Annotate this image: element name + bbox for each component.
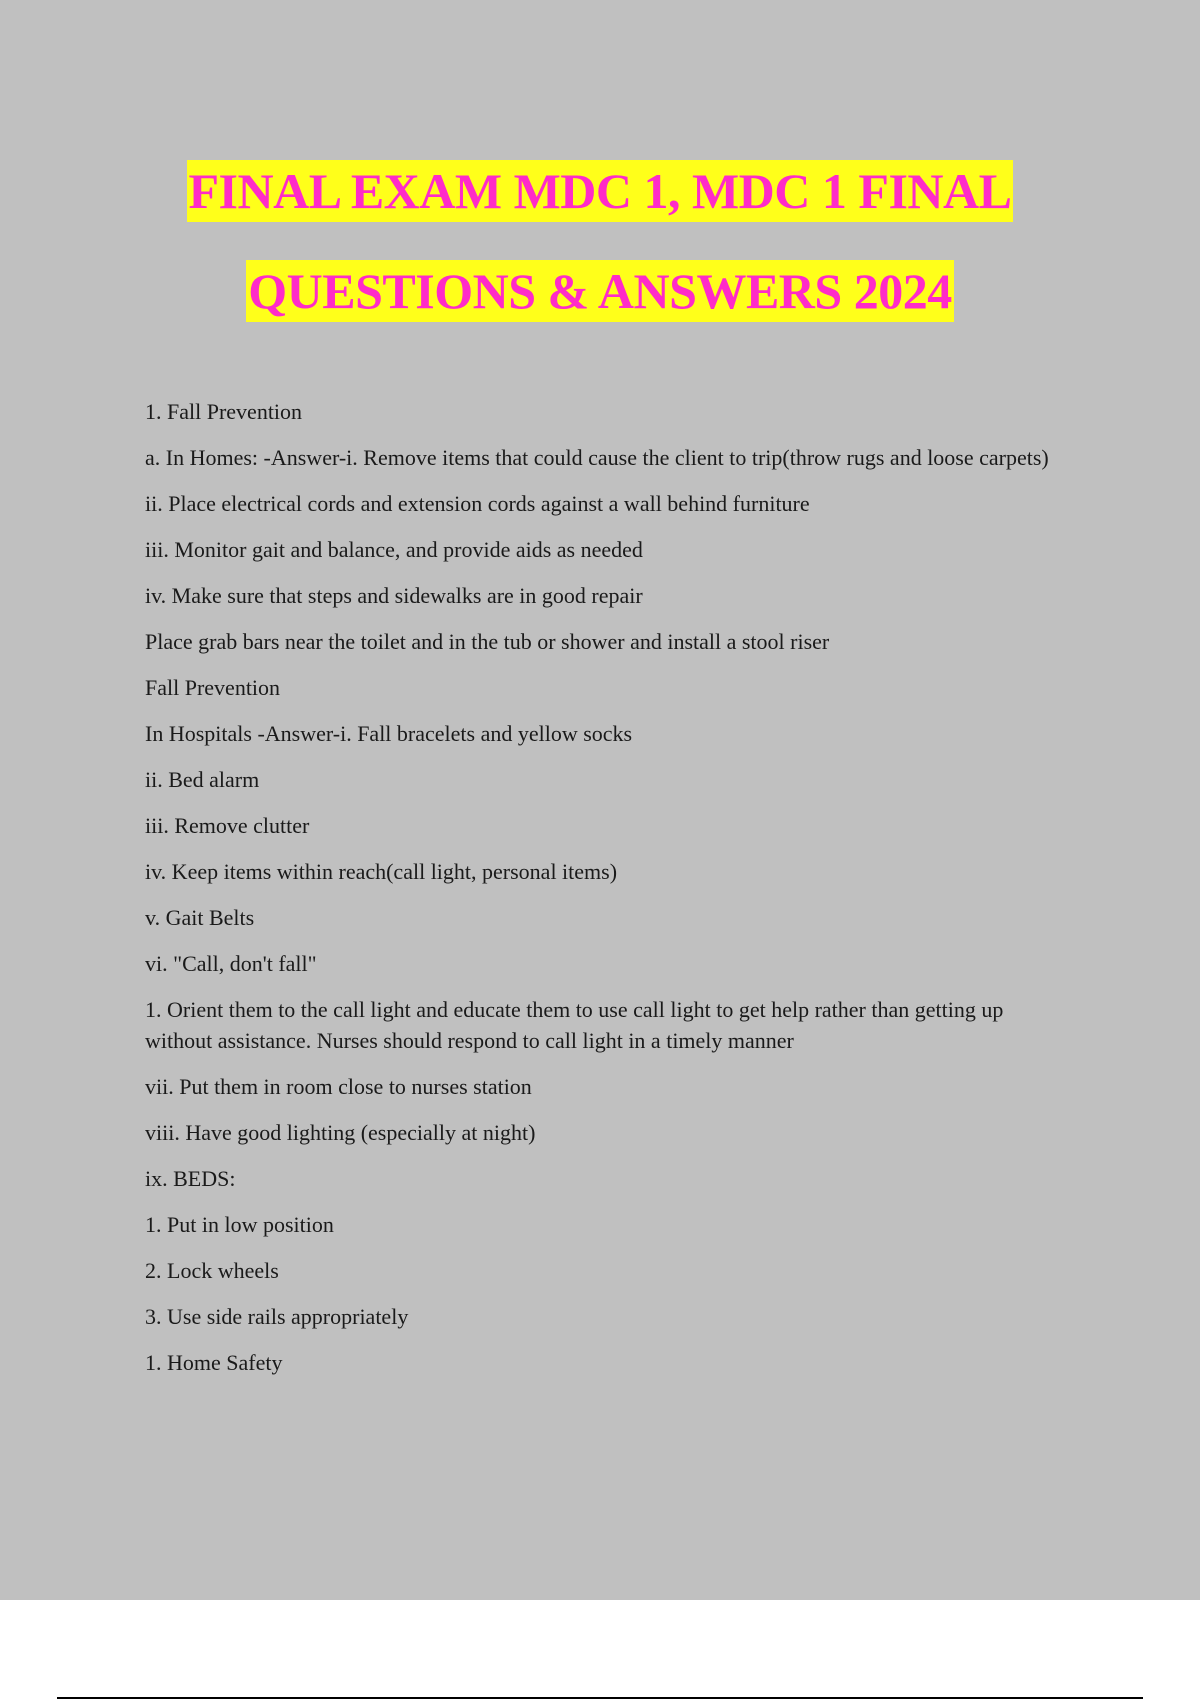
body-line: 1. Orient them to the call light and educate them to use call light to get help rather than getting up without assistance. Nurses should respond to call light in a timely manner: [145, 997, 1004, 1053]
body-line: Place grab bars near the toilet and in the tub or shower and install a stool riser: [145, 629, 830, 654]
body-line: ix. BEDS:: [145, 1166, 236, 1191]
body-line: 1. Fall Prevention: [145, 399, 303, 424]
body-line: v. Gait Belts: [145, 905, 255, 930]
body-line: iii. Remove clutter: [145, 813, 310, 838]
body-line: vi. "Call, don't fall": [145, 951, 317, 976]
body-line: iii. Monitor gait and balance, and provide aids as needed: [145, 537, 643, 562]
body-line: Fall Prevention: [145, 675, 281, 700]
body-line: iv. Make sure that steps and sidewalks are in good repair: [145, 583, 643, 608]
body-line: ii. Place electrical cords and extension cords against a wall behind furniture: [145, 491, 810, 516]
title-line-2: QUESTIONS & ANSWERS 2024: [246, 260, 953, 322]
title-line-1: FINAL EXAM MDC 1, MDC 1 FINAL: [187, 160, 1014, 222]
body-line: viii. Have good lighting (especially at night): [145, 1120, 536, 1145]
body-line: 2. Lock wheels: [145, 1258, 279, 1283]
body-line: ii. Bed alarm: [145, 767, 260, 792]
body-line: In Hospitals -Answer-i. Fall bracelets and yellow socks: [145, 721, 633, 746]
body-line: vii. Put them in room close to nurses station: [145, 1074, 532, 1099]
body-line: a. In Homes: -Answer-i. Remove items that could cause the client to trip(throw rugs and loose carpets): [145, 445, 1049, 470]
body-line: iv. Keep items within reach(call light, personal items): [145, 859, 618, 884]
body-line: 3. Use side rails appropriately: [145, 1304, 409, 1329]
document-body: [145, 396, 1065, 1393]
body-line: 1. Put in low position: [145, 1212, 334, 1237]
body-line: 1. Home Safety: [145, 1350, 283, 1375]
footer-divider: [57, 1697, 1143, 1699]
